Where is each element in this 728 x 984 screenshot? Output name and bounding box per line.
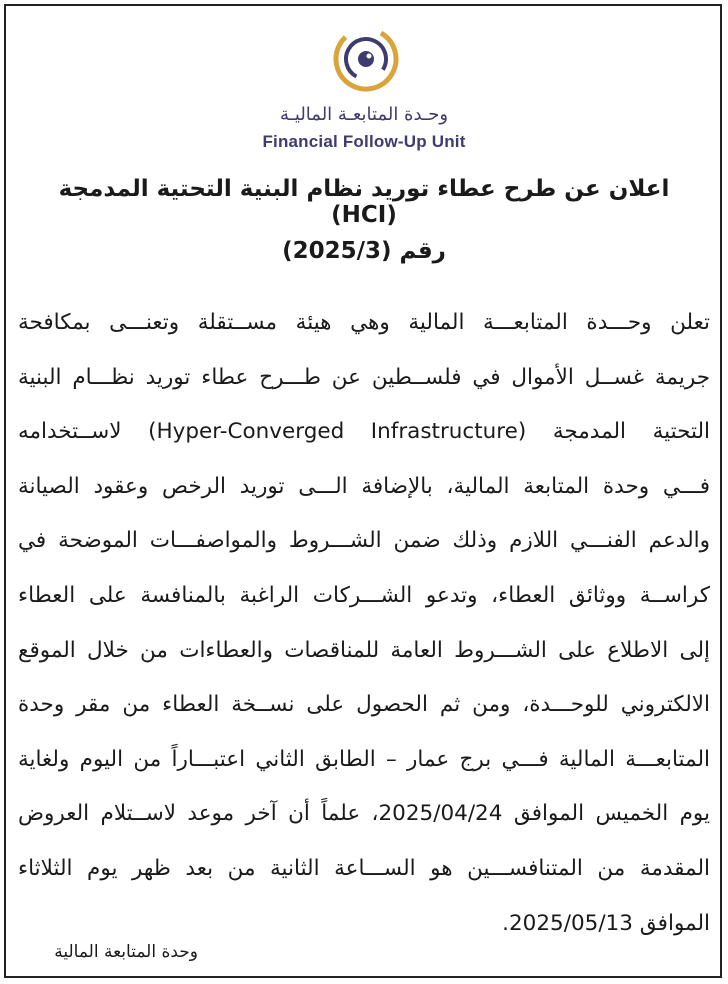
body-line-10: يوم الخميس الموافق 2025/04/24، علماً أن آخر موعد لاســتلام العروض (18, 801, 710, 827)
signature: وحدة المتابعة المالية (54, 942, 198, 962)
body-line-12: الموافق 2025/05/13. (502, 910, 710, 936)
body-line-2: جريمة غســل الأموال في فلســطين عن طـــرح عطاء توريد نظـــام البنية (18, 364, 710, 390)
body-line-9: المتابعـــة المالية فـــي برج عمار – الطابق الثاني اعتبـــاراً من اليوم ولغاية (18, 746, 710, 772)
announcement-body (18, 296, 710, 951)
body-line-5: والدعم الفنـــي اللازم وذلك ضمن الشـــروط والمواصفـــات الموضحة في (18, 528, 710, 554)
body-line-3: التحتية المدمجة (Hyper-Converged Infrastructure) لاســتخدامه (18, 419, 710, 445)
ffu-logo-icon (331, 24, 401, 94)
announcement-title: اعلان عن طرح عطاء توريد نظام البنية التحتية المدمجة (HCI) (58, 176, 670, 228)
logo-name-english: Financial Follow-Up Unit (262, 132, 466, 151)
body-line-8: الالكتروني للوحـــدة، ومن ثم الحصول على نســخة العطاء من مقر وحدة (18, 692, 710, 718)
body-line-6: كراســة ووثائق العطاء، وتدعو الشـــركات الراغبة بالمنافسة على العطاء (18, 582, 710, 608)
body-line-7: إلى الاطلاع على الشـــروط العامة للمناقصات والعطاءات من خلال الموقع (18, 637, 710, 663)
logo-name-arabic: وحـدة المتابعـة الماليـة (279, 104, 449, 125)
body-line-1: تعلن وحـــدة المتابعـــة المالية وهي هيئة مســتقلة وتعنـــى بمكافحة (18, 310, 710, 335)
body-line-11: المقدمة من المتنافســـين هو الســـاعة الثانية من بعد ظهر يوم الثلاثاء (18, 855, 710, 881)
announcement-number: رقم (2025/3) (282, 238, 446, 264)
body-line-4: فـــي وحدة المتابعة المالية، بالإضافة الـــى توريد الرخص وعقود الصيانة (18, 473, 710, 499)
